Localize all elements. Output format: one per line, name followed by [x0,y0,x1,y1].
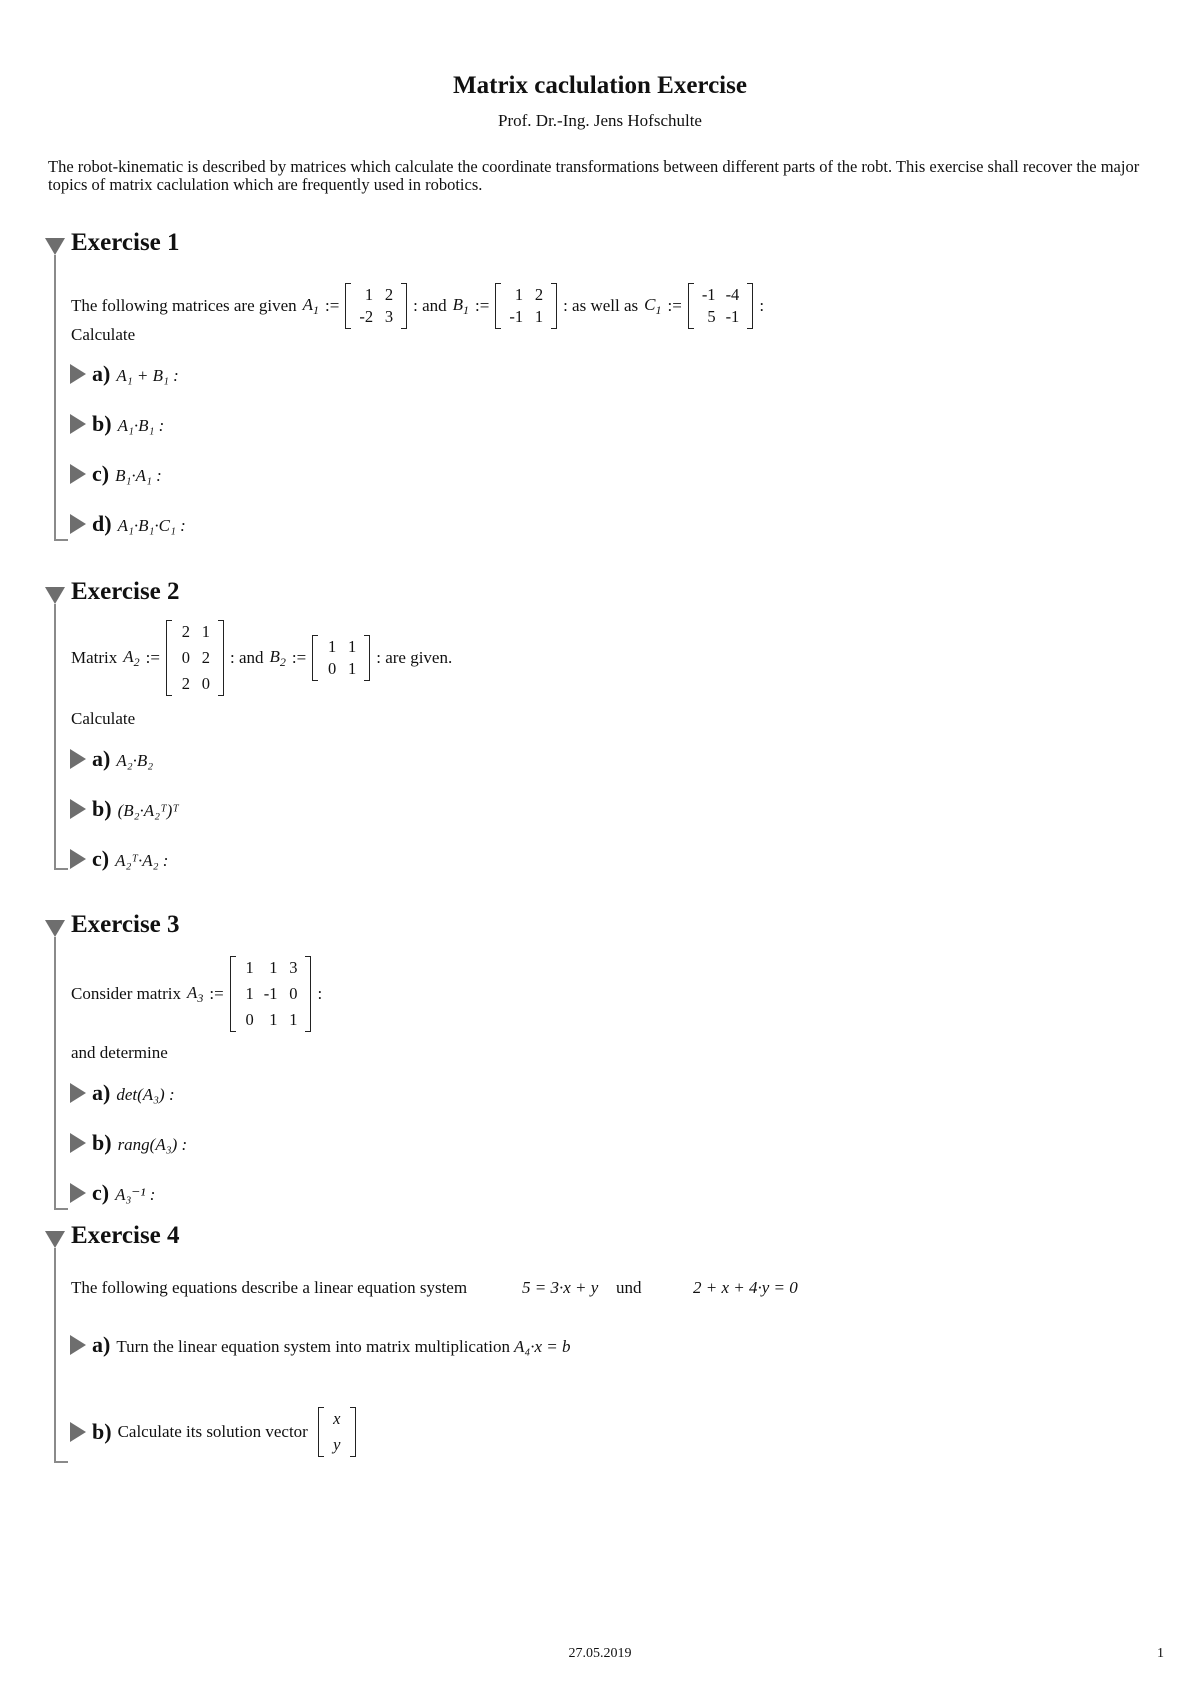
matrix-cell: 1 [269,1010,278,1029]
matrix-cell: 1 [245,958,254,977]
matrix-b2 [312,635,370,681]
item-expression: B₁·A₁ : [115,466,162,485]
section-frame [54,937,68,1210]
matrix-cell: 1 [347,637,357,656]
matrix-cell: 2 [384,285,394,304]
ex4-item-b[interactable] [70,1400,356,1464]
item-text: Turn the linear equation system into matrix multiplication [116,1337,510,1356]
a3-symbol: $A_3$ [187,982,204,1005]
item-label: b) [92,796,112,821]
item-label: c) [92,846,110,871]
ex2-given-line [71,616,452,700]
collapse-triangle-icon[interactable] [45,587,65,604]
matrix-cell: 1 [364,285,374,304]
item-expression: A₃⁻¹ : [115,1185,156,1204]
item-expression: A₄·x = b [513,1337,571,1356]
exercise-3-heading: Exercise 3 [71,911,180,938]
matrix-cell: 1 [269,958,278,977]
item-expression: A₂·B₂ [116,751,154,770]
item-text: Calculate its solution vector [117,1422,308,1441]
expand-triangle-icon[interactable] [70,1133,86,1153]
matrix-a3 [230,956,312,1032]
ex4-item-a[interactable] [70,1332,571,1358]
matrix-cell: -1 [509,307,524,326]
matrix-cell: 1 [289,1010,298,1029]
c1-symbol: $C_1$ [644,294,662,317]
exercise-4-heading: Exercise 4 [71,1222,180,1249]
matrix-word: Matrix [71,648,118,667]
matrix-a1 [345,283,407,329]
item-label: a) [92,746,111,771]
ex2-item-c[interactable] [70,846,168,872]
ex2-item-a[interactable] [70,746,153,772]
matrix-c1 [688,283,754,329]
item-label: c) [92,461,110,486]
matrix-cell: 2 [181,622,190,641]
ex1-item-d[interactable] [70,511,186,537]
matrix-cell: 3 [384,307,394,326]
expand-triangle-icon[interactable] [70,849,86,869]
are-given-text: : are given. [376,648,453,667]
matrix-cell: 1 [327,637,337,656]
assign-operator: := [325,296,340,315]
ex3-item-c[interactable] [70,1180,155,1206]
ex1-item-b[interactable] [70,411,164,437]
colon: : [317,984,323,1003]
item-expression: A₁·B₁ : [117,416,165,435]
item-label: b) [92,1130,112,1155]
a1-symbol: $A_1$ [302,294,320,317]
assign-operator: := [475,296,490,315]
vector-cell: y [333,1435,341,1454]
assign-operator: := [291,648,307,667]
matrix-cell: 0 [327,659,337,678]
und-text: und [616,1278,642,1297]
expand-triangle-icon[interactable] [70,799,86,819]
expand-triangle-icon[interactable] [70,1335,86,1355]
as-well-as-text: : as well as [563,296,639,315]
equation-1: 5 = 3·x + y [522,1278,599,1297]
matrix-cell: 3 [289,958,298,977]
matrix-cell: 1 [534,307,544,326]
ex3-item-b[interactable] [70,1130,187,1156]
item-label: a) [92,1080,111,1105]
and-text: : and [413,296,447,315]
ex1-intro-text: The following matrices are given [71,296,297,315]
matrix-cell: -1 [725,307,740,326]
document-title: Matrix caclulation Exercise [453,72,747,99]
item-label: d) [92,511,112,536]
matrix-cell: -2 [359,307,374,326]
matrix-cell: 2 [181,674,190,693]
matrix-cell: -1 [701,285,716,304]
item-label: c) [92,1180,110,1205]
ex1-item-c[interactable] [70,461,162,487]
ex3-given-line [71,952,322,1036]
exercise-1-heading: Exercise 1 [71,229,180,256]
expand-triangle-icon[interactable] [70,414,86,434]
solution-vector [318,1407,356,1457]
matrix-cell: 1 [347,659,357,678]
ex3-item-a[interactable] [70,1080,175,1106]
colon: : [759,296,765,315]
ex4-system-text: The following equations describe a linear equation system [71,1278,468,1297]
item-label: b) [92,1419,112,1444]
matrix-cell: 5 [707,307,716,326]
ex1-calculate-label: Calculate [71,325,136,344]
equation-2: 2 + x + 4·y = 0 [693,1278,798,1297]
matrix-cell: 1 [201,622,210,641]
matrix-cell: 1 [245,984,254,1003]
expand-triangle-icon[interactable] [70,364,86,384]
item-label: a) [92,361,111,386]
matrix-cell: 0 [181,648,190,667]
a2-symbol: $A_2$ [123,646,140,669]
ex1-given-line [71,276,764,336]
ex1-item-a[interactable] [70,361,179,387]
item-label: a) [92,1332,111,1357]
collapse-triangle-icon[interactable] [45,1231,65,1248]
exercise-2-heading: Exercise 2 [71,578,180,605]
document-intro: The robot-kinematic is described by matrices which calculate the coordinate transformations between different parts of the robt. This exercise shall recover the major topics of matrix caclulation which are frequently used in robotics. [48,157,1140,194]
page-number: 1 [1157,1646,1164,1661]
collapse-triangle-icon[interactable] [45,238,65,255]
item-expression: rang(A₃) : [117,1135,188,1154]
matrix-cell: -4 [725,285,740,304]
item-expression: det(A₃) : [116,1085,175,1104]
b1-symbol: $B_1$ [452,294,470,317]
b2-symbol: $B_2$ [269,646,286,669]
footer-date: 27.05.2019 [568,1646,632,1661]
assign-operator: := [667,296,682,315]
expand-triangle-icon[interactable] [70,1422,86,1442]
matrix-a2 [166,620,224,696]
document-author: Prof. Dr.-Ing. Jens Hofschulte [498,111,702,130]
item-label: b) [92,411,112,436]
vector-cell: x [333,1409,341,1428]
expand-triangle-icon[interactable] [70,1083,86,1103]
matrix-cell: 2 [201,648,210,667]
matrix-cell: 0 [201,674,210,693]
assign-operator: := [209,984,224,1003]
expand-triangle-icon[interactable] [70,1183,86,1203]
ex3-determine-label: and determine [71,1043,168,1062]
matrix-cell: -1 [263,984,278,1003]
matrix-cell: 2 [534,285,544,304]
expand-triangle-icon[interactable] [70,464,86,484]
matrix-cell: 0 [289,984,298,1003]
item-expression: A₂ᵀ·A₂ : [115,851,169,870]
matrix-cell: 0 [245,1010,254,1029]
assign-operator: := [145,648,160,667]
item-expression: (B₂·A₂ᵀ)ᵀ [117,801,179,820]
collapse-triangle-icon[interactable] [45,920,65,937]
expand-triangle-icon[interactable] [70,514,86,534]
section-frame [54,255,68,541]
item-expression: A₁·B₁·C₁ : [117,516,186,535]
ex2-item-b[interactable] [70,796,179,822]
and-text: : and [229,648,264,667]
expand-triangle-icon[interactable] [70,749,86,769]
consider-text: Consider matrix [71,984,182,1003]
section-frame [54,1248,68,1463]
ex2-calculate-label: Calculate [71,709,136,728]
matrix-cell: 1 [514,285,524,304]
item-expression: A₁ + B₁ : [116,366,179,385]
matrix-b1 [495,283,557,329]
section-frame [54,604,68,870]
